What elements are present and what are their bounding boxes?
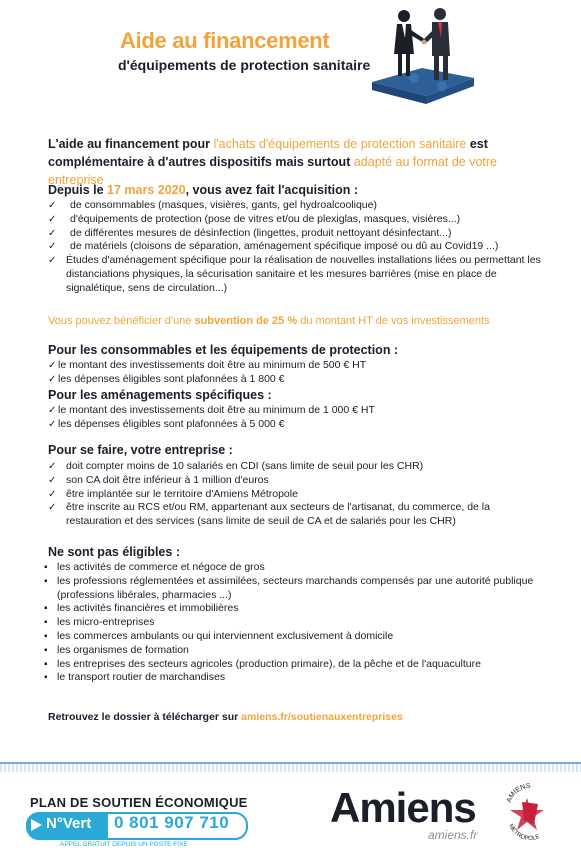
- list-item: ✓ être inscrite au RCS et/ou RM, appartenant aux secteurs de l'artisanat, du commerce, de la restauration et des services (sans limite de seuil de CA et de salariés pour les CHR): [48, 501, 490, 528]
- check-icon: ✓: [48, 488, 57, 500]
- check-icon: ✓: [48, 373, 57, 385]
- list-item: ✓ de différentes mesures de désinfection (lingettes, produit nettoyant désinfectant...): [48, 226, 452, 239]
- intro-paragraph: L'aide au financement pour l'achats d'équipements de protection sanitaire est complémentaire à d'autres dispositifs mais surtout adapté au format de votre entreprise: [48, 137, 497, 187]
- check-icon: ✓: [48, 227, 57, 239]
- consommables-heading: Pour les consommables et les équipements de protection :: [48, 343, 399, 357]
- check-icon: ✓: [48, 213, 57, 225]
- download-line: Retrouvez le dossier à télécharger sur amiens.fr/soutienauxentreprises: [48, 711, 403, 723]
- list-item: ✓ le montant des investissements doit être au minimum de 500 € HT: [48, 359, 367, 371]
- list-item: ✓ d'équipements de protection (pose de vitres et/ou de plexiglas, masques, visières...): [48, 212, 461, 225]
- check-icon: ✓: [48, 474, 57, 486]
- check-icon: ✓: [48, 405, 57, 416]
- list-item: ▪ les organismes de formation: [44, 643, 189, 656]
- list-item: ▪ les entreprises des secteurs agricoles (production primaire), de la pêche et de l'aquaculture: [44, 657, 481, 670]
- acquisition-heading: Depuis le 17 mars 2020, vous avez fait l'acquisition :: [48, 183, 359, 197]
- amenagements-list: [48, 404, 548, 432]
- bullet-icon: ▪: [44, 617, 48, 629]
- list-item: ▪ les micro-entreprises: [44, 616, 155, 629]
- footer-divider: [0, 762, 581, 772]
- list-item: ✓ son CA doit être inférieur à 1 million d'euros: [48, 473, 269, 486]
- list-item: ✓ les dépenses éligibles sont plafonnées à 5 000 €: [48, 417, 285, 430]
- download-link[interactable]: amiens.fr/soutienauxentreprises: [241, 711, 403, 723]
- amiens-url[interactable]: amiens.fr: [428, 828, 478, 842]
- list-item: ▪ le transport routier de marchandises: [44, 671, 226, 684]
- amiens-logo: Amiens: [330, 784, 476, 831]
- bullet-icon: ▪: [44, 562, 48, 573]
- arrow-right-icon: [30, 817, 44, 833]
- check-icon: ✓: [48, 241, 57, 253]
- phone-number[interactable]: 0 801 907 710: [114, 813, 230, 832]
- acquisition-list: [48, 199, 548, 296]
- numero-vert-label: N°Vert: [46, 815, 92, 832]
- subsidy-line: Vous pouvez bénéficier d'une subvention de 25 % du montant HT de vos investissements: [48, 315, 490, 327]
- list-item: ▪ les activités de commerce et négoce de gros: [44, 561, 265, 573]
- metro-bottom-text: MÉTROPOLE: [507, 823, 541, 842]
- list-item: ✓ de matériels (cloisons de séparation, aménagement spécifique imposé ou dû au Covid19 ...): [48, 240, 499, 253]
- list-item: ✓ les dépenses éligibles sont plafonnées à 1 800 €: [48, 372, 285, 385]
- list-item: ✓ Études d'aménagement spécifique pour la réalisation de nouvelles installations liées ou permettant les distanciations physiques, la sécurisation sanitaire et les mesures barrières (mise en place de signalétique, sens de circulation...): [48, 254, 541, 294]
- non-eligibles-list: [44, 561, 544, 685]
- bullet-icon: ▪: [44, 575, 48, 587]
- appel-note: APPEL GRATUIT DEPUIS UN POSTE FIXE: [60, 841, 188, 848]
- list-item: ▪ les activités financières et immobilières: [44, 602, 239, 615]
- metro-top-text: AMIENS: [505, 782, 531, 804]
- page-title: Aide au financement: [120, 28, 330, 53]
- list-item: ✓ de consommables (masques, visières, gants, gel hydroalcoolique): [48, 199, 377, 211]
- entreprise-heading: Pour se faire, votre entreprise :: [48, 443, 233, 457]
- check-icon: ✓: [48, 200, 57, 211]
- list-item: ✓ doit compter moins de 10 salariés en CDI (sans limite de seuil pour les CHR): [48, 460, 424, 472]
- list-item: ▪ les professions réglementées et assimilées, secteurs marchands compensés par une autorité publique (professions libérales, pharmacies ...): [44, 574, 534, 601]
- amiens-metropole-logo: [500, 780, 560, 842]
- bullet-icon: ▪: [44, 672, 48, 684]
- consommables-list: [48, 359, 548, 387]
- page-subtitle: d'équipements de protection sanitaire: [118, 57, 371, 73]
- check-icon: ✓: [48, 255, 57, 267]
- list-item: ▪ les commerces ambulants ou qui interviennent exclusivement à domicile: [44, 629, 394, 642]
- bullet-icon: ▪: [44, 658, 48, 670]
- check-icon: ✓: [48, 461, 57, 472]
- list-item: ✓ le montant des investissements doit être au minimum de 1 000 € HT: [48, 404, 375, 416]
- non-eligibles-heading: Ne sont pas éligibles :: [48, 545, 180, 559]
- amenagements-heading: Pour les aménagements spécifiques :: [48, 388, 272, 402]
- bullet-icon: ▪: [44, 644, 48, 656]
- bullet-icon: ▪: [44, 630, 48, 642]
- check-icon: ✓: [48, 418, 57, 430]
- plan-title: PLAN DE SOUTIEN ÉCONOMIQUE: [30, 795, 248, 810]
- list-item: ✓ être implantée sur le territoire d'Amiens Métropole: [48, 487, 298, 500]
- entreprise-list: [48, 460, 548, 529]
- check-icon: ✓: [48, 360, 57, 371]
- bullet-icon: ▪: [44, 603, 48, 615]
- handshake-illustration: [352, 4, 492, 108]
- check-icon: ✓: [48, 502, 57, 514]
